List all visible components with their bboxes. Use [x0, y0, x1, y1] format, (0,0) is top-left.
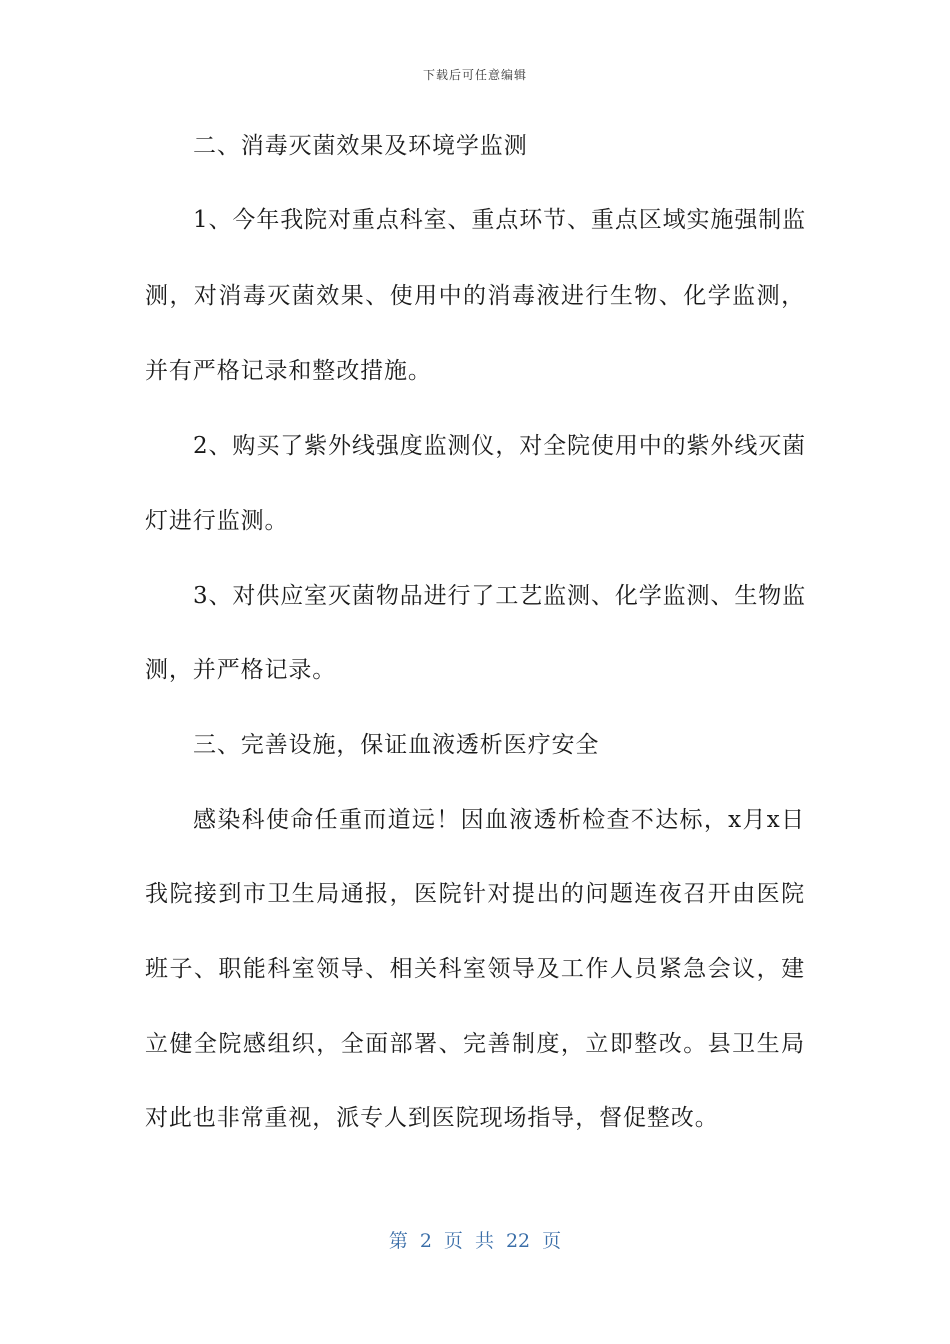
footer-middle: 页 共	[443, 1230, 494, 1252]
footer-current-page: 2	[419, 1230, 432, 1252]
paragraph-line: 感染科使命任重而道远！因血液透析检查不达标，x月x日	[193, 807, 805, 833]
footer-prefix: 第	[388, 1230, 408, 1252]
paragraph-line: 立健全院感组织，全面部署、完善制度，立即整改。县卫生局	[145, 1031, 805, 1057]
paragraph-line: 测，对消毒灭菌效果、使用中的消毒液进行生物、化学监测，	[145, 283, 805, 309]
header-note: 下载后可任意编辑	[422, 68, 527, 82]
section-heading-3: 三、完善设施，保证血液透析医疗安全	[193, 732, 600, 758]
footer-suffix: 页	[542, 1230, 562, 1252]
paragraph-line: 测，并严格记录。	[145, 657, 337, 683]
paragraph-line: 1、今年我院对重点科室、重点环节、重点区域实施强制监	[193, 207, 807, 233]
page-footer	[0, 1226, 950, 1253]
paragraph-line: 班子、职能科室领导、相关科室领导及工作人员紧急会议，建	[145, 956, 805, 982]
footer-total-pages: 22	[505, 1230, 531, 1252]
paragraph-line: 灯进行监测。	[145, 508, 289, 534]
paragraph-line: 并有严格记录和整改措施。	[145, 358, 432, 384]
section-heading-2: 二、消毒灭菌效果及环境学监测	[193, 133, 528, 159]
paragraph-line: 3、对供应室灭菌物品进行了工艺监测、化学监测、生物监	[193, 583, 807, 609]
paragraph-line: 2、购买了紫外线强度监测仪，对全院使用中的紫外线灭菌	[193, 433, 807, 459]
paragraph-line: 对此也非常重视，派专人到医院现场指导，督促整改。	[145, 1105, 719, 1131]
paragraph-line: 我院接到市卫生局通报，医院针对提出的问题连夜召开由医院	[145, 881, 805, 907]
